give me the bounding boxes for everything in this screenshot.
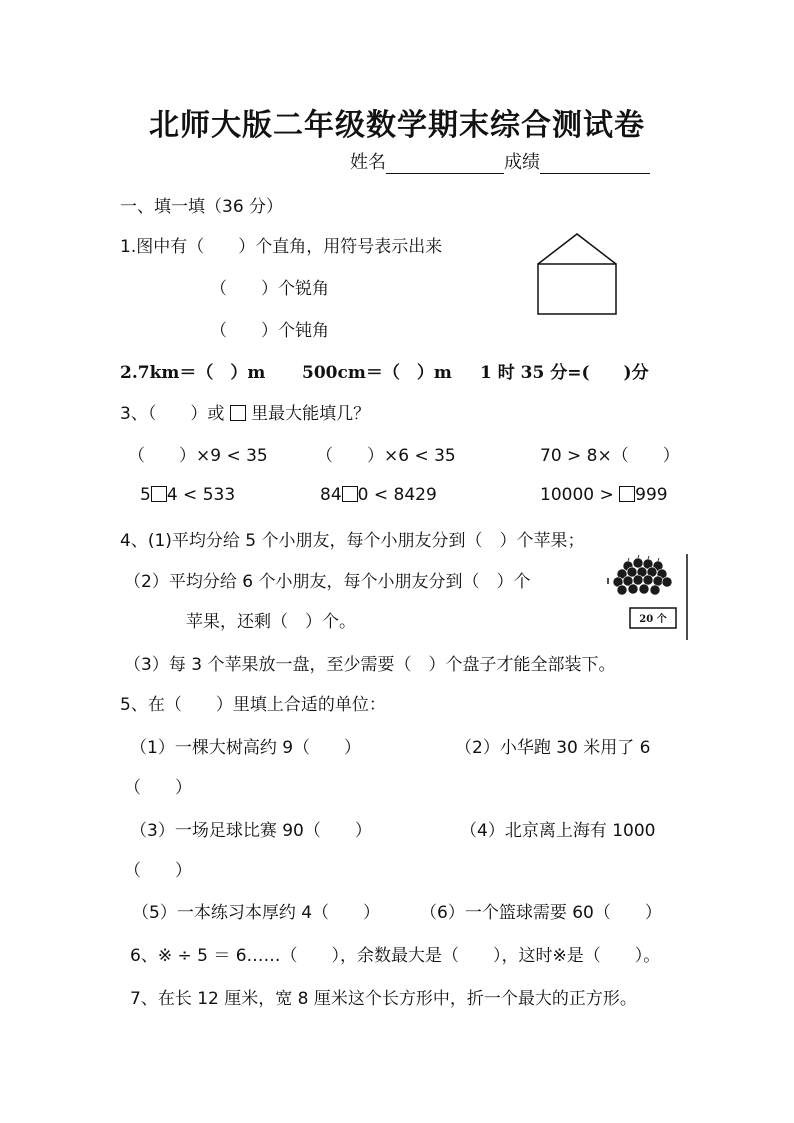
q5-item6: （6）一个篮球需要 60（ ） — [420, 903, 662, 923]
q4-line2: （2）平均分给 6 个小朋友，每个小朋友分到（ ）个 — [124, 572, 531, 592]
page-title: 北师大版二年级数学期末综合测试卷 — [149, 108, 645, 143]
q5-item5: （5）一本练习本厚约 4（ ） — [132, 903, 381, 923]
q3-row1-a: （ ）×9 < 35 — [128, 446, 268, 466]
q5-heading: 5、在（ ）里填上合适的单位： — [120, 695, 386, 715]
q3-row1-b: （ ）×6 < 35 — [316, 446, 456, 466]
square-icon — [230, 405, 246, 421]
name-score-line — [350, 148, 650, 174]
q1-line3: （ ）个钝角 — [210, 321, 329, 341]
q6-text: 6、※ ÷ 5 ＝ 6……（ ），余数最大是（ ），这时※是（ ）。 — [130, 946, 661, 966]
apple-count-label: 20 个 — [639, 614, 667, 625]
q3-row2-c: 10000 > 999 — [540, 485, 668, 505]
q3-row1-c: 70 > 8×（ ） — [540, 446, 680, 466]
q3-heading: 3、（ ）或 里最大能填几？ — [120, 404, 371, 424]
square-icon — [342, 486, 358, 502]
q2-time: 1 时 35 分=( )分 — [480, 363, 649, 383]
house-figure — [530, 230, 622, 318]
name-blank[interactable] — [386, 155, 504, 174]
q4-line1: 4、(1)平均分给 5 个小朋友，每个小朋友分到（ ）个苹果； — [120, 531, 585, 551]
q5-item4-cont: （ ） — [124, 861, 192, 881]
q5-item3: （3）一场足球比赛 90（ ） — [130, 821, 372, 841]
q1-line2: （ ）个锐角 — [210, 279, 329, 299]
q7-text: 7、在长 12 厘米，宽 8 厘米这个长方形中，折一个最大的正方形。 — [130, 989, 637, 1009]
q4-line4: （3）每 3 个苹果放一盘，至少需要（ ）个盘子才能全部装下。 — [124, 655, 616, 675]
square-icon — [619, 486, 635, 502]
q5-item1: （1）一棵大树高约 9（ ） — [130, 738, 362, 758]
score-label: 成绩 — [504, 152, 540, 173]
section-heading: 一、填一填（36 分） — [120, 197, 284, 217]
square-icon — [151, 486, 167, 502]
q4-line3: 苹果，还剩（ ）个。 — [186, 612, 356, 632]
q2-km: 2.7km＝（ ）m — [120, 363, 266, 383]
q5-item2: （2）小华跑 30 米用了 6 — [455, 738, 651, 758]
q5-item2-cont: （ ） — [124, 778, 192, 798]
q3-row2-b: 84 0 < 8429 — [320, 485, 437, 505]
q5-item4: （4）北京离上海有 1000 — [460, 821, 656, 841]
q2-cm: 500cm＝（ ）m — [302, 363, 452, 383]
q1-line1: 1.图中有（ ）个直角，用符号表示出来 — [120, 237, 443, 257]
q3-row2-a: 5 4 < 533 — [140, 485, 236, 505]
score-blank[interactable] — [540, 155, 650, 174]
apple-pile-figure — [604, 552, 690, 640]
name-label: 姓名 — [350, 152, 386, 173]
